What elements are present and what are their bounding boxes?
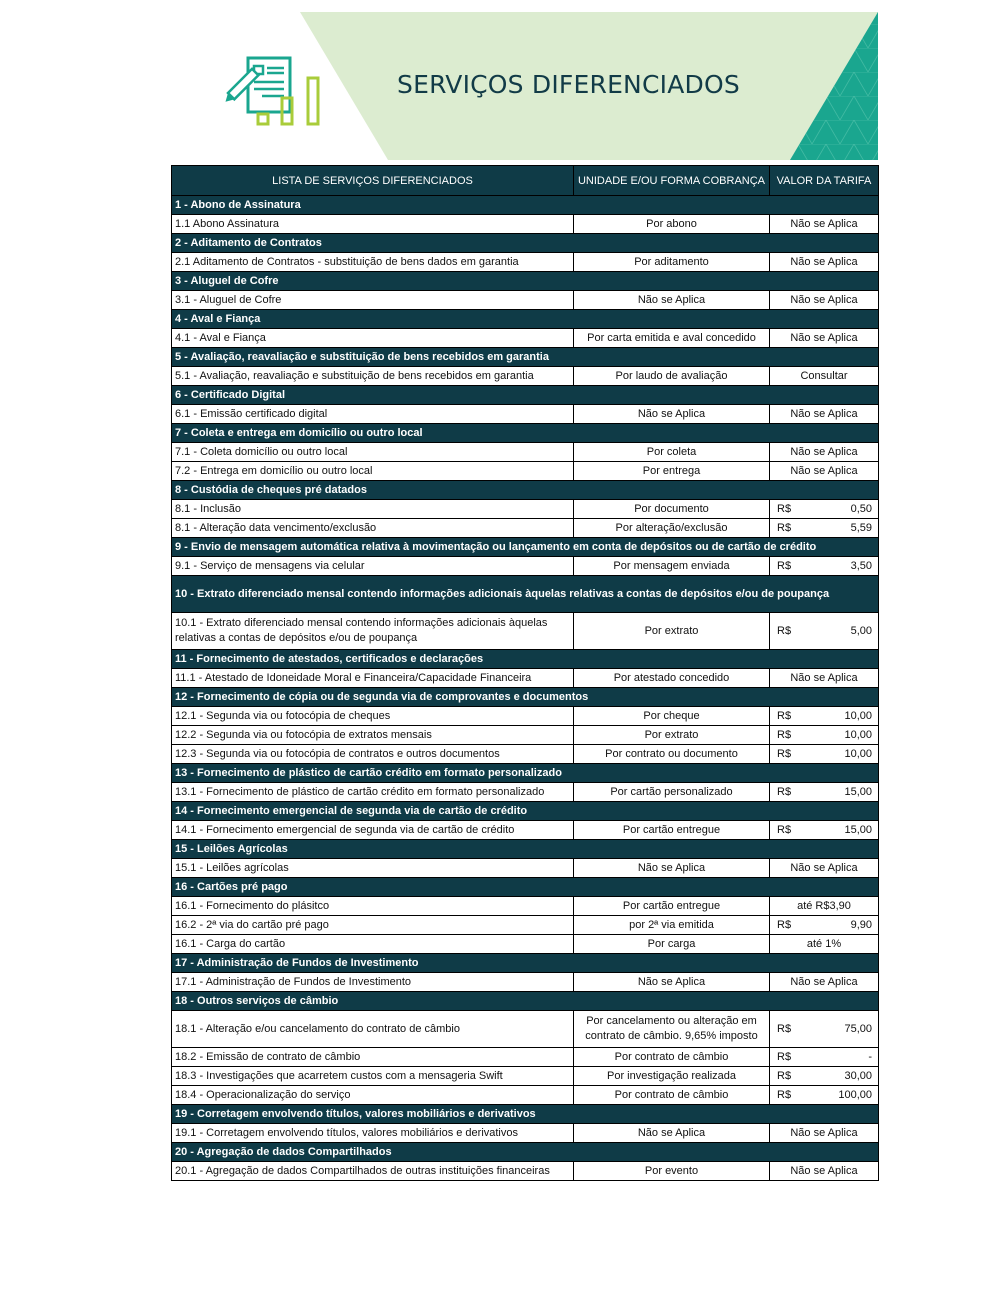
tariff-value bbox=[770, 519, 879, 538]
service-name: 1.1 Abono Assinatura bbox=[172, 215, 574, 234]
table-row bbox=[172, 519, 879, 538]
amount: 100,00 bbox=[838, 1089, 872, 1101]
table-row bbox=[172, 253, 879, 272]
table-row bbox=[172, 1067, 879, 1086]
service-name: 12.1 - Segunda via ou fotocópia de cheques bbox=[172, 707, 574, 726]
table-row bbox=[172, 1086, 879, 1105]
amount: 15,00 bbox=[844, 786, 872, 798]
charge-unit: Por carga bbox=[574, 935, 770, 954]
page-title: SERVIÇOS DIFERENCIADOS bbox=[397, 70, 740, 99]
price bbox=[773, 503, 875, 515]
section-row bbox=[172, 348, 879, 367]
service-name: 15.1 - Leilões agrícolas bbox=[172, 859, 574, 878]
currency: R$ bbox=[777, 786, 792, 798]
amount: - bbox=[868, 1051, 872, 1063]
table-header-row bbox=[172, 166, 879, 196]
tariff-value bbox=[770, 500, 879, 519]
charge-unit: Por contrato de câmbio bbox=[574, 1086, 770, 1105]
table-row bbox=[172, 973, 879, 992]
table-row bbox=[172, 935, 879, 954]
section-row bbox=[172, 272, 879, 291]
section-label: 9 - Envio de mensagem automática relativa à movimentação ou lançamento em conta de depósitos ou de cartão de crédito bbox=[172, 538, 879, 557]
section-label: 5 - Avaliação, reavaliação e substituição de bens recebidos em garantia bbox=[172, 348, 879, 367]
table-body bbox=[172, 196, 879, 1181]
section-row bbox=[172, 310, 879, 329]
charge-unit: Não se Aplica bbox=[574, 291, 770, 310]
table-row bbox=[172, 329, 879, 348]
tariff-value bbox=[770, 916, 879, 935]
price bbox=[773, 729, 875, 741]
amount: 30,00 bbox=[844, 1070, 872, 1082]
charge-unit: Não se Aplica bbox=[574, 405, 770, 424]
charge-unit: Por carta emitida e aval concedido bbox=[574, 329, 770, 348]
tariff-value: Não se Aplica bbox=[770, 215, 879, 234]
service-name: 11.1 - Atestado de Idoneidade Moral e Financeira/Capacidade Financeira bbox=[172, 669, 574, 688]
price bbox=[773, 786, 875, 798]
section-row bbox=[172, 196, 879, 215]
tariff-table bbox=[171, 165, 879, 1181]
table-row bbox=[172, 500, 879, 519]
charge-unit: Por entrega bbox=[574, 462, 770, 481]
currency: R$ bbox=[777, 1022, 792, 1035]
section-label: 3 - Aluguel de Cofre bbox=[172, 272, 879, 291]
tariff-value: até 1% bbox=[770, 935, 879, 954]
tariff-value: Não se Aplica bbox=[770, 253, 879, 272]
table-row bbox=[172, 726, 879, 745]
charge-unit: Não se Aplica bbox=[574, 1124, 770, 1143]
section-label: 13 - Fornecimento de plástico de cartão crédito em formato personalizado bbox=[172, 764, 879, 783]
section-row bbox=[172, 802, 879, 821]
service-name: 18.2 - Emissão de contrato de câmbio bbox=[172, 1048, 574, 1067]
amount: 10,00 bbox=[844, 710, 872, 722]
service-name: 12.3 - Segunda via ou fotocópia de contratos e outros documentos bbox=[172, 745, 574, 764]
table-row bbox=[172, 291, 879, 310]
price bbox=[773, 1070, 875, 1082]
table-row bbox=[172, 613, 879, 650]
section-label: 4 - Aval e Fiança bbox=[172, 310, 879, 329]
tariff-value bbox=[770, 1048, 879, 1067]
price bbox=[773, 919, 875, 931]
section-row bbox=[172, 386, 879, 405]
document-chart-icon bbox=[222, 52, 327, 127]
charge-unit: Por laudo de avaliação bbox=[574, 367, 770, 386]
charge-unit: Por documento bbox=[574, 500, 770, 519]
amount: 3,50 bbox=[850, 560, 872, 572]
table-row bbox=[172, 1048, 879, 1067]
charge-unit: Por aditamento bbox=[574, 253, 770, 272]
tariff-value bbox=[770, 821, 879, 840]
tariff-value: Não se Aplica bbox=[770, 859, 879, 878]
charge-unit: Não se Aplica bbox=[574, 973, 770, 992]
charge-unit: Por investigação realizada bbox=[574, 1067, 770, 1086]
service-name: 10.1 - Extrato diferenciado mensal contendo informações adicionais àquelas relativas a contas de depósitos e/ou de poupança bbox=[172, 613, 574, 650]
section-row bbox=[172, 538, 879, 557]
service-name: 6.1 - Emissão certificado digital bbox=[172, 405, 574, 424]
tariff-value: Não se Aplica bbox=[770, 1124, 879, 1143]
service-name: 12.2 - Segunda via ou fotocópia de extratos mensais bbox=[172, 726, 574, 745]
amount: 5,59 bbox=[850, 522, 872, 534]
charge-unit: Por cheque bbox=[574, 707, 770, 726]
charge-unit: Por atestado concedido bbox=[574, 669, 770, 688]
section-label: 6 - Certificado Digital bbox=[172, 386, 879, 405]
section-label: 11 - Fornecimento de atestados, certificados e declarações bbox=[172, 650, 879, 669]
table-row bbox=[172, 557, 879, 576]
service-name: 18.1 - Alteração e/ou cancelamento do contrato de câmbio bbox=[172, 1011, 574, 1048]
tariff-value: Não se Aplica bbox=[770, 669, 879, 688]
tariff-value: Não se Aplica bbox=[770, 462, 879, 481]
price bbox=[773, 1051, 875, 1063]
table-row bbox=[172, 897, 879, 916]
currency: R$ bbox=[777, 503, 792, 515]
charge-unit: Por contrato de câmbio bbox=[574, 1048, 770, 1067]
tariff-value bbox=[770, 1011, 879, 1048]
section-label: 8 - Custódia de cheques pré datados bbox=[172, 481, 879, 500]
section-label: 1 - Abono de Assinatura bbox=[172, 196, 879, 215]
section-label: 15 - Leilões Agrícolas bbox=[172, 840, 879, 859]
service-name: 4.1 - Aval e Fiança bbox=[172, 329, 574, 348]
table-row bbox=[172, 916, 879, 935]
section-row bbox=[172, 688, 879, 707]
service-name: 7.2 - Entrega em domicílio ou outro local bbox=[172, 462, 574, 481]
tariff-value: Não se Aplica bbox=[770, 1162, 879, 1181]
tariff-value bbox=[770, 1067, 879, 1086]
header-unit: UNIDADE E/OU FORMA COBRANÇA bbox=[574, 166, 770, 196]
section-label: 2 - Aditamento de Contratos bbox=[172, 234, 879, 253]
tariff-value bbox=[770, 783, 879, 802]
tariff-value: Não se Aplica bbox=[770, 329, 879, 348]
section-label: 18 - Outros serviços de câmbio bbox=[172, 992, 879, 1011]
currency: R$ bbox=[777, 748, 792, 760]
section-label: 16 - Cartões pré pago bbox=[172, 878, 879, 897]
amount: 0,50 bbox=[850, 503, 872, 515]
section-label: 14 - Fornecimento emergencial de segunda via de cartão de crédito bbox=[172, 802, 879, 821]
price bbox=[773, 560, 875, 572]
service-name: 7.1 - Coleta domicílio ou outro local bbox=[172, 443, 574, 462]
currency: R$ bbox=[777, 710, 792, 722]
charge-unit: Por mensagem enviada bbox=[574, 557, 770, 576]
charge-unit: Por extrato bbox=[574, 726, 770, 745]
currency: R$ bbox=[777, 522, 792, 534]
price bbox=[773, 824, 875, 836]
section-label: 12 - Fornecimento de cópia ou de segunda via de comprovantes e documentos bbox=[172, 688, 879, 707]
service-name: 13.1 - Fornecimento de plástico de cartão crédito em formato personalizado bbox=[172, 783, 574, 802]
currency: R$ bbox=[777, 919, 792, 931]
section-label: 7 - Coleta e entrega em domicílio ou outro local bbox=[172, 424, 879, 443]
amount: 10,00 bbox=[844, 729, 872, 741]
section-row bbox=[172, 1143, 879, 1162]
table-row bbox=[172, 669, 879, 688]
currency: R$ bbox=[777, 1089, 792, 1101]
charge-unit: Por cartão personalizado bbox=[574, 783, 770, 802]
price bbox=[773, 624, 875, 639]
service-name: 3.1 - Aluguel de Cofre bbox=[172, 291, 574, 310]
amount: 75,00 bbox=[844, 1022, 872, 1035]
service-name: 18.3 - Investigações que acarretem custos com a mensageria Swift bbox=[172, 1067, 574, 1086]
table-row bbox=[172, 405, 879, 424]
currency: R$ bbox=[777, 560, 792, 572]
table-row bbox=[172, 821, 879, 840]
amount: 10,00 bbox=[844, 748, 872, 760]
price bbox=[773, 1022, 875, 1037]
tariff-value bbox=[770, 726, 879, 745]
section-row bbox=[172, 576, 879, 613]
price bbox=[773, 710, 875, 722]
amount: 9,90 bbox=[850, 919, 872, 931]
section-row bbox=[172, 481, 879, 500]
tariff-value: até R$3,90 bbox=[770, 897, 879, 916]
amount: 15,00 bbox=[844, 824, 872, 836]
section-label: 10 - Extrato diferenciado mensal contendo informações adicionais àquelas relativas a contas de depósitos e/ou de poupança bbox=[172, 576, 879, 613]
table-row bbox=[172, 367, 879, 386]
currency: R$ bbox=[777, 1051, 792, 1063]
tariff-value: Não se Aplica bbox=[770, 291, 879, 310]
table-row bbox=[172, 783, 879, 802]
price bbox=[773, 522, 875, 534]
service-name: 16.1 - Fornecimento do plásitco bbox=[172, 897, 574, 916]
service-name: 8.1 - Inclusão bbox=[172, 500, 574, 519]
table-row bbox=[172, 859, 879, 878]
table-row bbox=[172, 1124, 879, 1143]
charge-unit: Por alteração/exclusão bbox=[574, 519, 770, 538]
tariff-value bbox=[770, 613, 879, 650]
tariff-value: Não se Aplica bbox=[770, 405, 879, 424]
section-row bbox=[172, 878, 879, 897]
section-row bbox=[172, 650, 879, 669]
tariff-value bbox=[770, 557, 879, 576]
charge-unit: por 2ª via emitida bbox=[574, 916, 770, 935]
charge-unit: Por extrato bbox=[574, 613, 770, 650]
section-row bbox=[172, 764, 879, 783]
service-name: 14.1 - Fornecimento emergencial de segunda via de cartão de crédito bbox=[172, 821, 574, 840]
table-row bbox=[172, 443, 879, 462]
service-name: 9.1 - Serviço de mensagens via celular bbox=[172, 557, 574, 576]
table-row bbox=[172, 215, 879, 234]
section-row bbox=[172, 234, 879, 253]
charge-unit: Por cancelamento ou alteração em contrato de câmbio. 9,65% imposto bbox=[574, 1011, 770, 1048]
service-name: 17.1 - Administração de Fundos de Investimento bbox=[172, 973, 574, 992]
header-services: LISTA DE SERVIÇOS DIFERENCIADOS bbox=[172, 166, 574, 196]
service-name: 20.1 - Agregação de dados Compartilhados de outras instituições financeiras bbox=[172, 1162, 574, 1181]
service-name: 8.1 - Alteração data vencimento/exclusão bbox=[172, 519, 574, 538]
table-row bbox=[172, 1162, 879, 1181]
charge-unit: Por contrato ou documento bbox=[574, 745, 770, 764]
section-row bbox=[172, 840, 879, 859]
section-label: 19 - Corretagem envolvendo títulos, valores mobiliários e derivativos bbox=[172, 1105, 879, 1124]
section-row bbox=[172, 1105, 879, 1124]
table-row bbox=[172, 1011, 879, 1048]
section-label: 20 - Agregação de dados Compartilhados bbox=[172, 1143, 879, 1162]
service-name: 18.4 - Operacionalização do serviço bbox=[172, 1086, 574, 1105]
service-name: 19.1 - Corretagem envolvendo títulos, valores mobiliários e derivativos bbox=[172, 1124, 574, 1143]
tariff-value: Não se Aplica bbox=[770, 973, 879, 992]
tariff-value bbox=[770, 1086, 879, 1105]
price bbox=[773, 748, 875, 760]
section-row bbox=[172, 424, 879, 443]
table-row bbox=[172, 745, 879, 764]
section-row bbox=[172, 992, 879, 1011]
tariff-value: Não se Aplica bbox=[770, 443, 879, 462]
charge-unit: Por cartão entregue bbox=[574, 821, 770, 840]
tariff-value bbox=[770, 745, 879, 764]
currency: R$ bbox=[777, 824, 792, 836]
tariff-value bbox=[770, 707, 879, 726]
charge-unit: Por abono bbox=[574, 215, 770, 234]
service-name: 16.2 - 2ª via do cartão pré pago bbox=[172, 916, 574, 935]
tariff-value: Consultar bbox=[770, 367, 879, 386]
table-row bbox=[172, 707, 879, 726]
currency: R$ bbox=[777, 729, 792, 741]
section-row bbox=[172, 954, 879, 973]
charge-unit: Por coleta bbox=[574, 443, 770, 462]
service-name: 5.1 - Avaliação, reavaliação e substituição de bens recebidos em garantia bbox=[172, 367, 574, 386]
charge-unit: Por cartão entregue bbox=[574, 897, 770, 916]
currency: R$ bbox=[777, 1070, 792, 1082]
charge-unit: Não se Aplica bbox=[574, 859, 770, 878]
section-label: 17 - Administração de Fundos de Investimento bbox=[172, 954, 879, 973]
charge-unit: Por evento bbox=[574, 1162, 770, 1181]
table-row bbox=[172, 462, 879, 481]
service-name: 16.1 - Carga do cartão bbox=[172, 935, 574, 954]
service-name: 2.1 Aditamento de Contratos - substituição de bens dados em garantia bbox=[172, 253, 574, 272]
currency: R$ bbox=[777, 624, 792, 637]
header-value: VALOR DA TARIFA bbox=[770, 166, 879, 196]
price bbox=[773, 1089, 875, 1101]
amount: 5,00 bbox=[850, 624, 872, 637]
